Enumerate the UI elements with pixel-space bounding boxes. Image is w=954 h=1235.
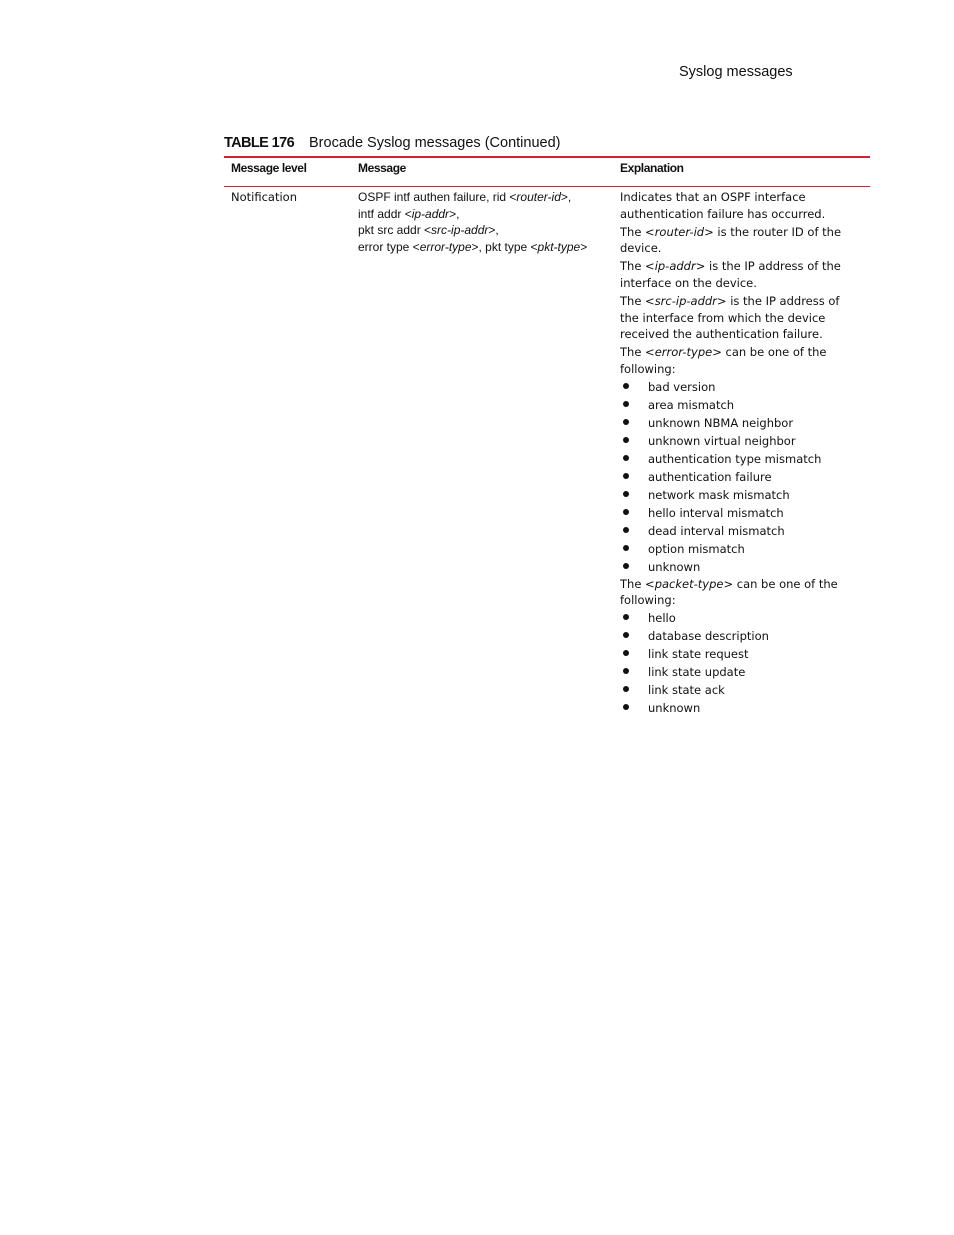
- cell-explanation: [620, 189, 860, 717]
- message-line: error type <error-type>, pkt type <pkt-type>: [358, 239, 588, 254]
- list-item: option mismatch: [620, 540, 860, 558]
- explanation-packet-type: The <packet-type> can be one of the following:: [620, 576, 838, 608]
- list-item: database description: [620, 627, 860, 645]
- packet-type-list: [620, 609, 860, 717]
- explanation-router-id: The <router-id> is the router ID of the device.: [620, 224, 842, 256]
- list-item: link state request: [620, 645, 860, 663]
- message-line: intf addr <ip-addr>,: [358, 206, 460, 221]
- list-item: bad version: [620, 378, 860, 396]
- list-item: unknown NBMA neighbor: [620, 414, 860, 432]
- list-item: unknown: [620, 699, 860, 717]
- list-item: hello interval mismatch: [620, 504, 860, 522]
- list-item: unknown: [620, 558, 860, 576]
- list-item: hello: [620, 609, 860, 627]
- message-line: pkt src addr <src-ip-addr>,: [358, 223, 499, 238]
- message-line: OSPF intf authen failure, rid <router-id>,: [358, 190, 572, 204]
- column-header-explanation: Explanation: [620, 161, 684, 175]
- list-item: area mismatch: [620, 396, 860, 414]
- cell-message-level: Notification: [231, 190, 297, 204]
- running-head: Syslog messages: [679, 64, 793, 80]
- explanation-ip-addr: The <ip-addr> is the IP address of the interface on the device.: [620, 259, 841, 290]
- table-top-rule: [224, 156, 870, 158]
- table-title: Brocade Syslog messages (Continued): [309, 135, 561, 151]
- list-item: dead interval mismatch: [620, 522, 860, 540]
- list-item: link state ack: [620, 681, 860, 699]
- list-item: authentication failure: [620, 468, 860, 486]
- table-header-rule: [224, 186, 870, 187]
- list-item: unknown virtual neighbor: [620, 432, 860, 450]
- explanation-error-type: The <error-type> can be one of the following:: [620, 345, 827, 376]
- explanation-src-ip-addr: The <src-ip-addr> is the IP address of the interface from which the device received the authentication failure.: [620, 294, 840, 342]
- table-number: TABLE 176: [224, 135, 295, 151]
- list-item: network mask mismatch: [620, 486, 860, 504]
- cell-message: [358, 189, 608, 255]
- column-header-message-level: Message level: [231, 161, 307, 175]
- explanation-intro: Indicates that an OSPF interface authentication failure has occurred.: [620, 190, 826, 221]
- list-item: link state update: [620, 663, 860, 681]
- error-type-list: [620, 378, 860, 576]
- column-header-message: Message: [358, 161, 406, 175]
- table-caption: [224, 135, 561, 151]
- list-item: authentication type mismatch: [620, 450, 860, 468]
